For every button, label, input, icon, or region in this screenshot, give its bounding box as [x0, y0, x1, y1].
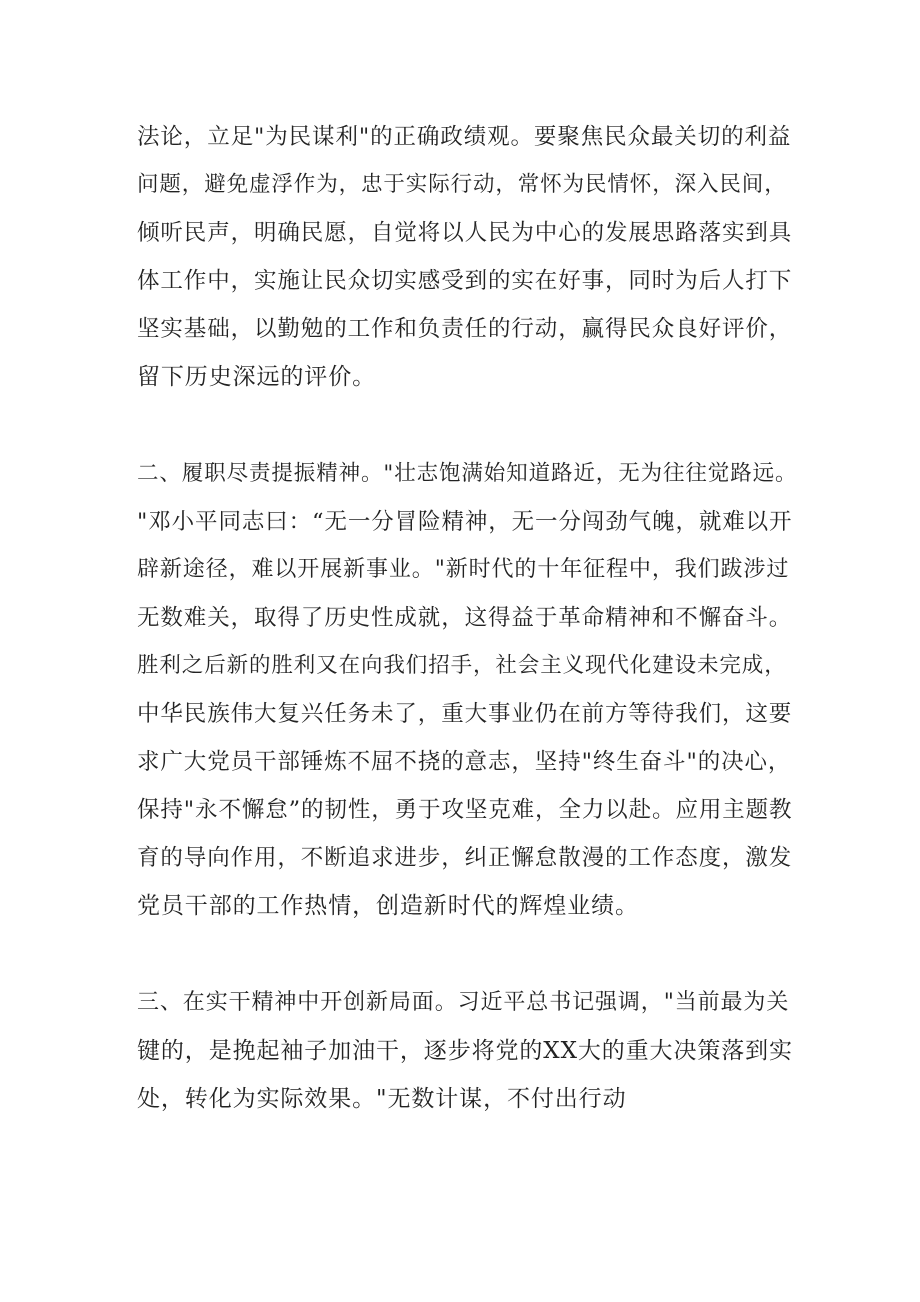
- text-line: 辟新途径，难以开展新事业。"新时代的十年征程中，我们跋涉过: [137, 557, 790, 582]
- text-line: 保持"永不懈怠”的韧性，勇于攻坚克难，全力以赴。应用主题教: [137, 797, 793, 823]
- text-line: 问题，避免虚浮作为，忠于实际行动，常怀为民情怀，深入民间，: [137, 172, 787, 197]
- paragraph-1: [137, 113, 797, 401]
- text-line: 求广大党员干部锤炼不屈不挠的意志，坚持"终生奋斗"的决心，: [137, 749, 792, 775]
- text-line: 党员干部的工作热情，创造新时代的辉煌业绩。: [137, 893, 639, 919]
- text-line: 倾听民声，明确民愿，自觉将以人民为中心的发展思路落实到具: [137, 220, 793, 246]
- paragraph-3: [137, 979, 797, 1123]
- text-line: 无数难关，取得了历史性成就，这得益于革命精神和不懈奋斗。: [137, 605, 793, 631]
- text-line: 育的导向作用，不断追求进步，纠正懈怠散漫的工作态度，激发: [137, 845, 793, 871]
- text-line: 坚实基础，以勤勉的工作和负责任的行动，赢得民众良好评价，: [137, 316, 793, 342]
- text-line: 体工作中，实施让民众切实感受到的实在好事，同时为后人打下: [137, 268, 793, 294]
- text-line: 胜利之后新的胜利又在向我们招手，社会主义现代化建设未完成，: [137, 653, 787, 678]
- text-line: 留下历史深远的评价。: [137, 364, 376, 390]
- text-line: 三、在实干精神中开创新局面。习近平总书记强调，"当前最为关: [137, 990, 790, 1015]
- text-line: 法论，立足"为民谋利"的正确政绩观。要聚焦民众最关切的利益: [137, 124, 792, 150]
- text-line: 键的，是挽起袖子加油干，逐步将党的XX大的重大决策落到实: [137, 1038, 793, 1064]
- text-line: 二、履职尽责提振精神。"壮志饱满始知道路近，无为往往觉路远。: [137, 461, 798, 486]
- text-line: 处，转化为实际效果。"无数计谋，不付出行动: [137, 1086, 627, 1112]
- text-line: 中华民族伟大复兴任务未了，重大事业仍在前方等待我们，这要: [137, 701, 793, 727]
- text-line: "邓小平同志曰：“无一分冒险精神，无一分闯劲气魄，就难以开: [137, 509, 793, 535]
- paragraph-2: [137, 450, 797, 930]
